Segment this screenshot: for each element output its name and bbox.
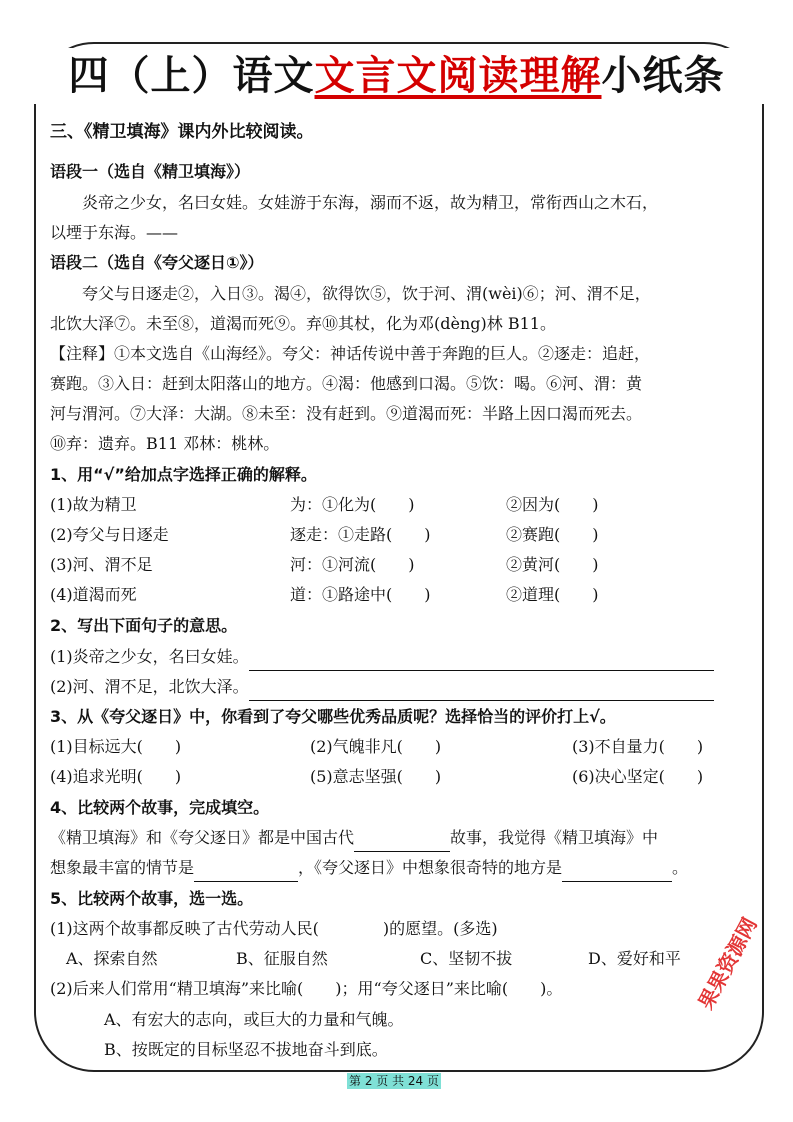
q1-item: (3)河、渭不足 (50, 555, 153, 574)
q1-option2[interactable]: ②因为( ) (506, 495, 599, 514)
notes-line4: ⑩弃：遗弃。B11 邓林：桃林。 (50, 434, 280, 453)
q4-blank-genre[interactable] (354, 833, 450, 852)
q3-option[interactable]: (5)意志坚强( ) (310, 767, 442, 786)
passage2-heading: 语段二（选自《夸父逐日①》） (50, 253, 264, 272)
q4-prompt: 4、比较两个故事，完成填空。 (50, 798, 270, 817)
q1-option2[interactable]: ②赛跑( ) (506, 525, 599, 544)
q2-answer1-blank[interactable] (249, 652, 714, 671)
passage2-line2: 北饮大泽⑦。未至⑧，道渴而死⑨。弃⑩其杖，化为邓(dèng)林 B11。 (50, 314, 556, 333)
passage1-line1: 炎帝之少女，名曰女娃。女娃游于东海，溺而不返，故为精卫，常衔西山之木石， (82, 193, 659, 212)
q5-choice-d[interactable]: D、爱好和平 (588, 949, 681, 968)
q5-option-a[interactable]: A、有宏大的志向，或巨大的力量和气魄。 (104, 1010, 404, 1029)
title-part1: 四（上）语文 (68, 53, 315, 99)
q1-prompt: 1、用“√”给加点字选择正确的解释。 (50, 465, 317, 484)
q1-option2[interactable]: ②道理( ) (506, 585, 599, 604)
q3-option[interactable]: (2)气魄非凡( ) (310, 737, 442, 756)
passage1-line2: 以堙于东海。—— (50, 223, 179, 242)
q5-prompt: 5、比较两个故事，选一选。 (50, 889, 254, 908)
q2-answer2-blank[interactable] (249, 682, 714, 701)
q2-sentence2 (50, 673, 714, 701)
q5-option-b[interactable]: B、按既定的目标坚忍不拔地奋斗到底。 (104, 1040, 388, 1059)
q5-sentence1: (1)这两个故事都反映了古代劳动人民( )的愿望。(多选) (50, 919, 498, 938)
q1-option2[interactable]: ②黄河( ) (506, 555, 599, 574)
page-title (0, 48, 793, 104)
q3-option[interactable]: (6)决心坚定( ) (572, 767, 704, 786)
page-footer: 第 2 页 共 24 页 (349, 1074, 439, 1088)
section-title: 三、《精卫填海》课内外比较阅读。 (50, 122, 314, 142)
q4-blank-imagination[interactable] (562, 863, 672, 882)
q4-line1-text-b: 故事，我觉得《精卫填海》中 (450, 828, 659, 847)
q4-line1 (50, 824, 658, 852)
q1-option1[interactable]: 河：①河流( ) (290, 555, 415, 574)
q3-option[interactable]: (3)不自量力( ) (572, 737, 704, 756)
q4-line2-text-a: 想象最丰富的情节是 (50, 858, 195, 877)
watermark: 果果资源网 (693, 913, 762, 1014)
q1-item: (2)夸父与日逐走 (50, 525, 169, 544)
q2-sentence2-text: (2)河、渭不足，北饮大泽。 (50, 677, 249, 696)
q2-sentence1 (50, 643, 714, 671)
q1-option1[interactable]: 逐走：①走路( ) (290, 525, 431, 544)
q5-sentence2: (2)后来人们常用“精卫填海”来比喻( )；用“夸父逐日”来比喻( )。 (50, 979, 563, 998)
q5-choice-c[interactable]: C、坚韧不拔 (420, 949, 513, 968)
q4-line2-text-b: ，《夸父逐日》中想象很奇特的地方是 (298, 858, 563, 877)
title-part2: 文言文阅读理解 (314, 53, 602, 99)
q1-item: (1)故为精卫 (50, 495, 137, 514)
notes-line1: 【注释】①本文选自《山海经》。夸父：神话传说中善于奔跑的巨人。②逐走：追赶， (50, 344, 651, 363)
passage2-line1: 夸父与日逐走②，入日③。渴④，欲得饮⑤，饮于河、渭(wèi)⑥；河、渭不足， (82, 284, 651, 303)
title-part3: 小纸条 (601, 53, 725, 99)
q3-option[interactable]: (1)目标远大( ) (50, 737, 182, 756)
passage1-heading: 语段一（选自《精卫填海》） (50, 162, 251, 181)
q3-option[interactable]: (4)追求光明( ) (50, 767, 182, 786)
notes-line2: 赛跑。③入日：赶到太阳落山的地方。④渴：他感到口渴。⑤饮：喝。⑥河、渭：黄 (50, 374, 643, 393)
q3-prompt: 3、从《夸父逐日》中，你看到了夸父哪些优秀品质呢？选择恰当的评价打上√。 (50, 707, 616, 726)
q4-blank-plot[interactable] (194, 863, 298, 882)
q2-prompt: 2、写出下面句子的意思。 (50, 616, 238, 635)
q2-sentence1-text: (1)炎帝之少女，名曰女娃。 (50, 647, 249, 666)
q4-line1-text-a: 《精卫填海》和《夸父逐日》都是中国古代 (50, 828, 355, 847)
q1-option1[interactable]: 道：①路途中( ) (290, 585, 431, 604)
q4-line2 (50, 854, 688, 882)
q5-choice-a[interactable]: A、探索自然 (66, 949, 158, 968)
q1-option1[interactable]: 为：①化为( ) (290, 495, 415, 514)
notes-line3: 河与渭河。⑦大泽：大湖。⑧未至：没有赶到。⑨道渴而死：半路上因口渴而死去。 (50, 404, 643, 423)
q1-item: (4)道渴而死 (50, 585, 137, 604)
q5-choice-b[interactable]: B、征服自然 (236, 949, 328, 968)
q4-line2-text-c: 。 (672, 858, 689, 877)
